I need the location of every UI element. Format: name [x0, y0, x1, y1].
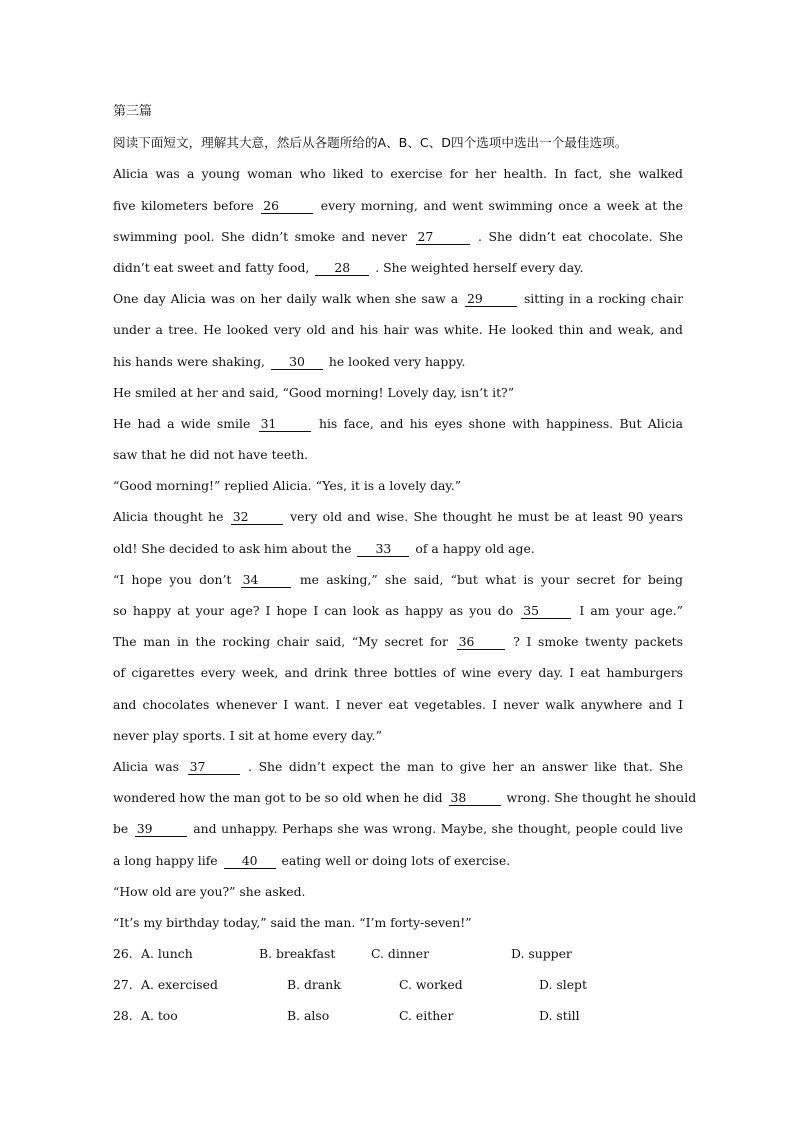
- blank-37: 37: [188, 760, 240, 775]
- question-number: 28.: [113, 1008, 133, 1024]
- passage-line: under a tree. He looked very old and his hair was white. He looked thin and weak, and: [113, 322, 683, 338]
- passage-line: “How old are you?” she asked.: [113, 883, 306, 899]
- blank-26: 26: [261, 199, 313, 214]
- passage-line: his hands were shaking, 30 he looked very happy.: [113, 353, 466, 369]
- blank-29: 29: [465, 292, 517, 307]
- option-a[interactable]: A. exercised: [141, 977, 218, 993]
- passage-line: “I hope you don’t 34 me asking,” she said, “but what is your secret for being: [113, 571, 683, 587]
- passage-line: and chocolates whenever I want. I never eat vegetables. I never walk anywhere and I: [113, 696, 683, 712]
- passage-line: Alicia was a young woman who liked to exercise for her health. In fact, she walked: [113, 166, 683, 182]
- blank-28: 28: [315, 261, 369, 276]
- passage-line: wondered how the man got to be so old when he did 38 wrong. She thought he should: [113, 790, 697, 806]
- option-c[interactable]: C. either: [399, 1008, 454, 1024]
- question-number: 27.: [113, 977, 133, 993]
- passage-line: never play sports. I sit at home every day.”: [113, 727, 382, 743]
- blank-32: 32: [231, 510, 283, 525]
- passage-line: Alicia thought he 32 very old and wise. She thought he must be at least 90 years: [113, 509, 683, 525]
- passage-line: “Good morning!” replied Alicia. “Yes, it is a lovely day.”: [113, 478, 462, 494]
- blank-30: 30: [271, 355, 323, 370]
- passage-line: The man in the rocking chair said, “My secret for 36 ? I smoke twenty packets: [113, 634, 683, 650]
- blank-38: 38: [449, 791, 501, 806]
- option-a[interactable]: A. lunch: [141, 946, 193, 962]
- blank-34: 34: [241, 573, 291, 588]
- passage-line: five kilometers before 26 every morning, and went swimming once a week at the: [113, 197, 683, 213]
- passage-line: old! She decided to ask him about the 33 of a happy old age.: [113, 540, 535, 556]
- section-title: 第三篇: [113, 104, 153, 119]
- option-c[interactable]: C. dinner: [371, 946, 430, 962]
- question-27: [113, 969, 683, 1000]
- passage-line: a long happy life 40 eating well or doing lots of exercise.: [113, 852, 511, 868]
- passage-line: swimming pool. She didn’t smoke and never 27 . She didn’t eat chocolate. She: [113, 228, 683, 244]
- instruction: 阅读下面短文，理解其大意，然后从各题所给的A、B、C、D四个选项中选出一个最佳选项。: [113, 135, 628, 151]
- blank-31: 31: [259, 417, 311, 432]
- passage-line: didn’t eat sweet and fatty food, 28 . She weighted herself every day.: [113, 259, 584, 275]
- passage-line: He had a wide smile 31 his face, and his eyes shone with happiness. But Alicia: [113, 415, 683, 431]
- blank-39: 39: [135, 822, 187, 837]
- question-number: 26.: [113, 946, 133, 962]
- passage-line: One day Alicia was on her daily walk when she saw a 29 sitting in a rocking chair: [113, 291, 683, 307]
- passage-line: of cigarettes every week, and drink three bottles of wine every day. I eat hamburgers: [113, 665, 683, 681]
- option-d[interactable]: D. supper: [511, 946, 572, 962]
- option-b[interactable]: B. also: [287, 1008, 330, 1024]
- question-26: [113, 938, 683, 969]
- question-28: [113, 1000, 683, 1031]
- passage-line: be 39 and unhappy. Perhaps she was wrong. Maybe, she thought, people could live: [113, 821, 683, 837]
- blank-27: 27: [416, 230, 470, 245]
- passage-line: He smiled at her and said, “Good morning! Lovely day, isn’t it?”: [113, 384, 515, 400]
- option-a[interactable]: A. too: [141, 1008, 178, 1024]
- passage-line: Alicia was 37 . She didn’t expect the man to give her an answer like that. She: [113, 758, 683, 774]
- passage-line: so happy at your age? I hope I can look as happy as you do 35 I am your age.”: [113, 603, 683, 618]
- blank-33: 33: [357, 542, 409, 557]
- blank-35: 35: [521, 604, 571, 619]
- option-c[interactable]: C. worked: [399, 977, 463, 993]
- option-b[interactable]: B. breakfast: [259, 946, 336, 962]
- passage-line: “It’s my birthday today,” said the man. “I’m forty-seven!”: [113, 914, 472, 930]
- option-b[interactable]: B. drank: [287, 977, 341, 993]
- exam-page: [113, 96, 697, 1032]
- passage-line: saw that he did not have teeth.: [113, 447, 309, 463]
- blank-36: 36: [457, 635, 505, 650]
- option-d[interactable]: D. still: [539, 1008, 580, 1024]
- blank-40: 40: [224, 854, 276, 869]
- option-d[interactable]: D. slept: [539, 977, 587, 993]
